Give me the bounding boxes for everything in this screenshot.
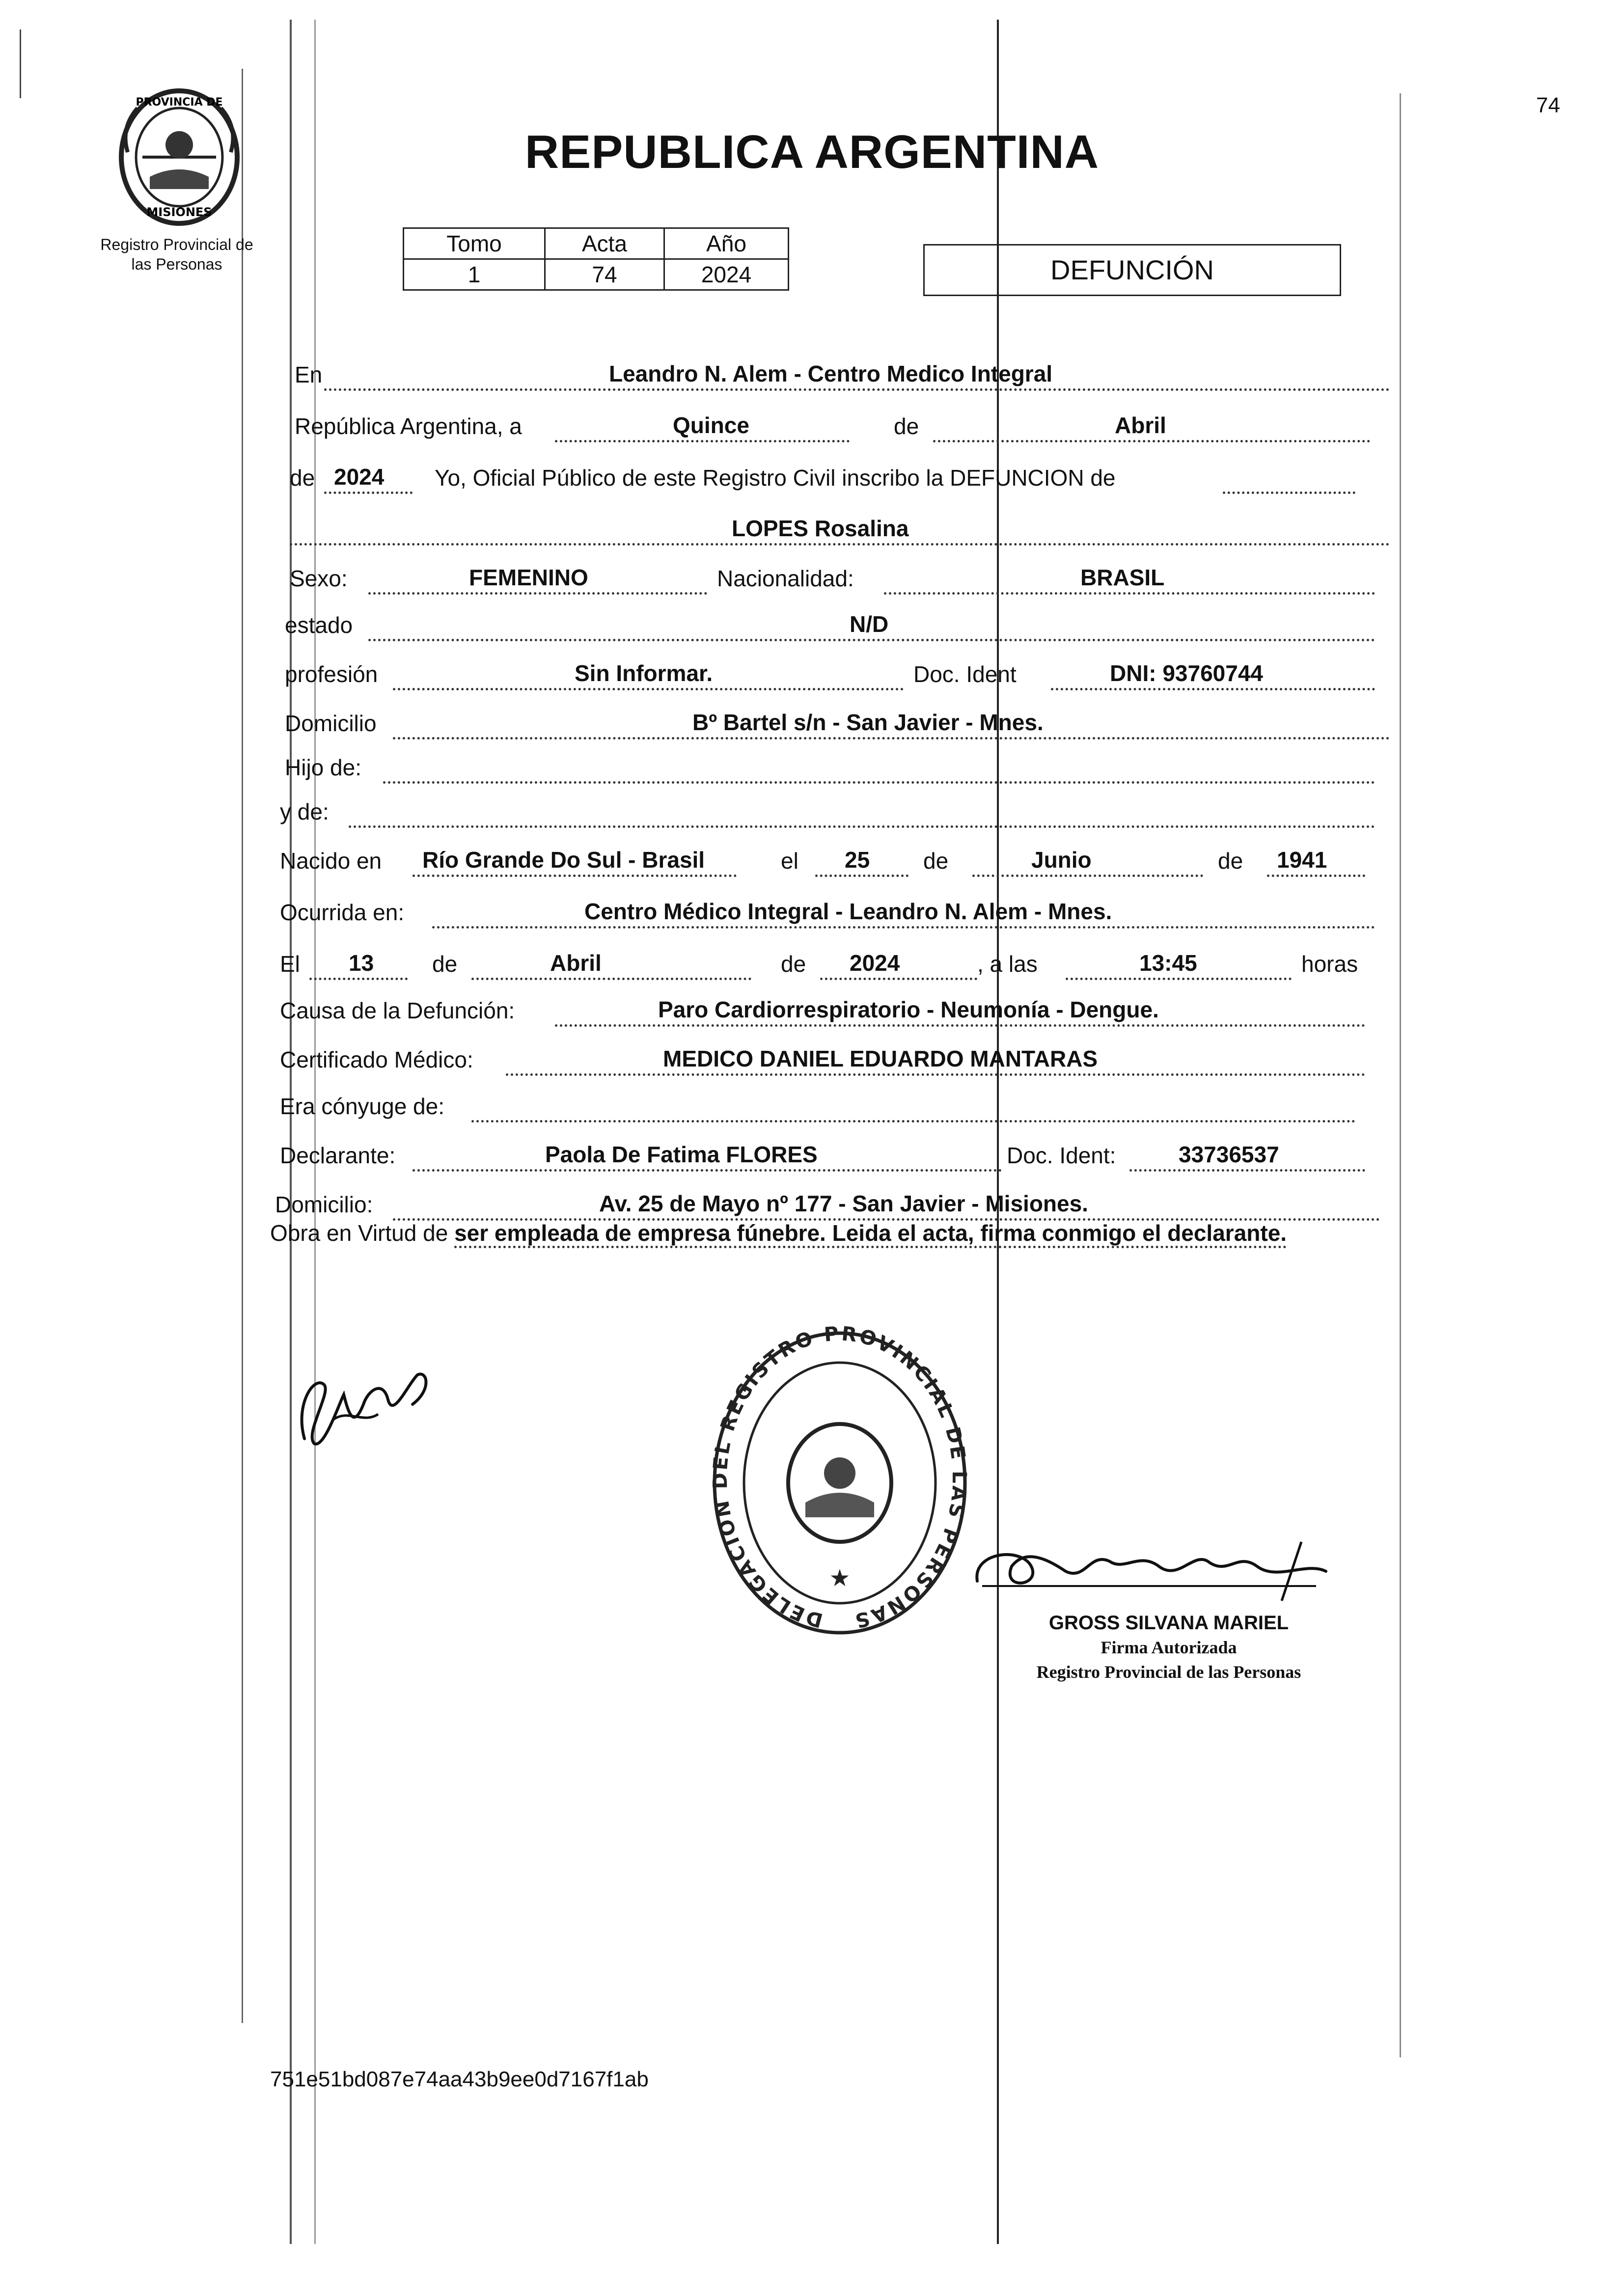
dotted-line xyxy=(884,592,1375,595)
acta-header: Acta xyxy=(545,228,664,259)
death-year: 2024 xyxy=(850,950,900,976)
month-value: Abril xyxy=(1115,412,1166,438)
svg-text:★: ★ xyxy=(829,1565,851,1591)
dotted-line xyxy=(820,978,977,980)
death-month: Abril xyxy=(550,950,602,976)
page-number: 74 xyxy=(1536,93,1560,117)
day-value: Quince xyxy=(673,412,749,438)
el-label: el xyxy=(781,848,798,874)
estado-label: estado xyxy=(285,612,353,638)
row-y-de xyxy=(270,786,1390,835)
declarant-signature xyxy=(285,1345,442,1463)
dotted-line xyxy=(972,875,1203,877)
dotted-line xyxy=(815,875,908,877)
doc-ident-value-2: 33736537 xyxy=(1179,1142,1279,1167)
dotted-line xyxy=(506,1073,1365,1076)
official-role: Firma Autorizada xyxy=(1101,1638,1237,1657)
dotted-line xyxy=(290,543,1390,546)
de-label: de xyxy=(894,413,919,439)
el-label-2: El xyxy=(280,951,300,977)
row-name xyxy=(270,503,1390,552)
row-hijo xyxy=(270,741,1390,791)
year-value: 2024 xyxy=(334,464,385,490)
record-table xyxy=(403,227,789,291)
official-office: Registro Provincial de las Personas xyxy=(1036,1662,1301,1682)
acta-value: 74 xyxy=(545,259,664,290)
de-label-5: de xyxy=(432,951,458,977)
nacido-value: Río Grande Do Sul - Brasil xyxy=(422,847,705,873)
row-ocurrida xyxy=(270,886,1390,935)
doc-ident-value: DNI: 93760744 xyxy=(1110,660,1263,686)
dotted-line xyxy=(393,737,1390,739)
birth-year: 1941 xyxy=(1277,847,1327,873)
certificado-value: MEDICO DANIEL EDUARDO MANTARAS xyxy=(663,1046,1098,1071)
row-domicilio xyxy=(270,697,1390,746)
right-margin-line xyxy=(1400,93,1401,2057)
row-declarante xyxy=(270,1129,1390,1178)
dotted-line xyxy=(555,440,850,442)
deceased-name: LOPES Rosalina xyxy=(732,516,909,541)
death-day: 13 xyxy=(349,950,374,976)
de-label-2: de xyxy=(290,465,315,491)
ano-value: 2024 xyxy=(664,259,789,290)
row-profesion xyxy=(270,648,1390,697)
delegation-stamp xyxy=(707,1326,972,1640)
dotted-line xyxy=(368,639,1375,641)
dotted-line xyxy=(324,492,413,494)
doc-ident-label-2: Doc. Ident: xyxy=(1007,1143,1116,1168)
dotted-line xyxy=(1066,978,1292,980)
nacido-label: Nacido en xyxy=(280,848,382,874)
profesion-value: Sin Informar. xyxy=(575,660,713,686)
row-en xyxy=(270,349,1390,398)
row-oficial xyxy=(270,452,1390,501)
declarante-label: Declarante: xyxy=(280,1143,396,1168)
official-name: GROSS SILVANA MARIEL xyxy=(1048,1612,1289,1634)
nacionalidad-value: BRASIL xyxy=(1080,565,1165,590)
en-value: Leandro N. Alem - Centro Medico Integral xyxy=(609,361,1053,386)
dotted-line xyxy=(1223,492,1355,494)
row-nacido xyxy=(270,835,1390,884)
dotted-line xyxy=(413,875,737,877)
page-title: REPUBLICA ARGENTINA xyxy=(524,126,1100,178)
domicilio-label: Domicilio xyxy=(285,711,377,736)
ocurrida-label: Ocurrida en: xyxy=(280,900,405,925)
row-fecha-muerte xyxy=(270,938,1390,987)
svg-text:DELEGACION DEL REGISTRO PROVIN: DELEGACION DEL REGISTRO PROVINCIAL DE LAS PERSONAS xyxy=(709,1326,971,1633)
dotted-line xyxy=(413,1169,1002,1172)
en-label: En xyxy=(295,362,323,387)
nacionalidad-label: Nacionalidad: xyxy=(717,566,854,591)
de-label-4: de xyxy=(1218,848,1243,874)
dotted-line xyxy=(555,1024,1365,1027)
de-label-6: de xyxy=(781,951,806,977)
dotted-line xyxy=(471,978,751,980)
certificado-label: Certificado Médico: xyxy=(280,1047,473,1072)
domicilio2-value: Av. 25 de Mayo nº 177 - San Javier - Misiones. xyxy=(599,1191,1088,1216)
doc-ident-label: Doc. Ident xyxy=(913,661,1017,687)
conyuge-label: Era cónyuge de: xyxy=(280,1094,445,1119)
dotted-line xyxy=(471,1120,1355,1122)
dotted-line xyxy=(1129,1169,1365,1172)
row-causa xyxy=(270,985,1390,1034)
sexo-value: FEMENINO xyxy=(469,565,588,590)
horas-label: horas xyxy=(1301,951,1358,977)
dotted-line xyxy=(309,978,408,980)
svg-text:PROVINCIA DE: PROVINCIA DE xyxy=(136,96,223,109)
birth-day: 25 xyxy=(845,847,870,873)
declarante-value: Paola De Fatima FLORES xyxy=(545,1142,818,1167)
dotted-line xyxy=(368,592,707,595)
domicilio2-label: Domicilio: xyxy=(275,1192,373,1217)
oficial-text: Yo, Oficial Público de este Registro Civil inscribo la DEFUNCION de xyxy=(435,465,1116,491)
official-stamp-text xyxy=(1002,1611,1336,1684)
a-las-label: , a las xyxy=(977,951,1038,977)
record-type-box: DEFUNCIÓN xyxy=(923,244,1341,296)
row-conyuge xyxy=(270,1080,1390,1129)
causa-label: Causa de la Defunción: xyxy=(280,998,515,1023)
republica-label: República Argentina, a xyxy=(295,413,522,439)
row-estado xyxy=(270,599,1390,648)
dotted-line xyxy=(393,688,904,690)
row-fecha xyxy=(270,400,1390,449)
birth-month: Junio xyxy=(1031,847,1092,873)
dotted-line xyxy=(1051,688,1375,690)
dotted-line xyxy=(933,440,1370,442)
svg-text:MISIONES: MISIONES xyxy=(146,205,212,219)
death-time: 13:45 xyxy=(1139,950,1197,976)
registry-label: Registro Provincial de las Personas xyxy=(100,236,253,273)
document-hash: 751e51bd087e74aa43b9ee0d7167f1ab xyxy=(270,2067,649,2091)
dotted-line xyxy=(324,388,1390,391)
dotted-line xyxy=(383,781,1375,784)
de-label-3: de xyxy=(923,848,949,874)
obra-prefix: Obra en Virtud de xyxy=(270,1220,448,1246)
obra-paragraph xyxy=(270,1215,1370,1251)
dotted-line xyxy=(1267,875,1365,877)
ano-header: Año xyxy=(664,228,789,259)
hijo-label: Hijo de: xyxy=(285,755,361,780)
row-sexo xyxy=(270,552,1390,602)
profesion-label: profesión xyxy=(285,661,378,687)
y-de-label: y de: xyxy=(280,799,329,824)
causa-value: Paro Cardiorrespiratorio - Neumonía - Dengue. xyxy=(658,997,1159,1022)
sexo-label: Sexo: xyxy=(290,566,348,591)
row-certificado xyxy=(270,1034,1390,1083)
dotted-line xyxy=(432,926,1375,929)
estado-value: N/D xyxy=(850,611,889,637)
obra-value: ser empleada de empresa fúnebre. Leida el acta, firma conmigo el declarante. xyxy=(454,1220,1287,1248)
domicilio-value: Bº Bartel s/n - San Javier - Mnes. xyxy=(692,710,1044,735)
tomo-header: Tomo xyxy=(404,228,545,259)
dotted-line xyxy=(349,825,1375,828)
left-edge-line xyxy=(242,69,243,2023)
official-signature xyxy=(963,1532,1336,1611)
tomo-value: 1 xyxy=(404,259,545,290)
ocurrida-value: Centro Médico Integral - Leandro N. Alem - Mnes. xyxy=(584,899,1112,924)
far-left-mark xyxy=(20,29,21,98)
